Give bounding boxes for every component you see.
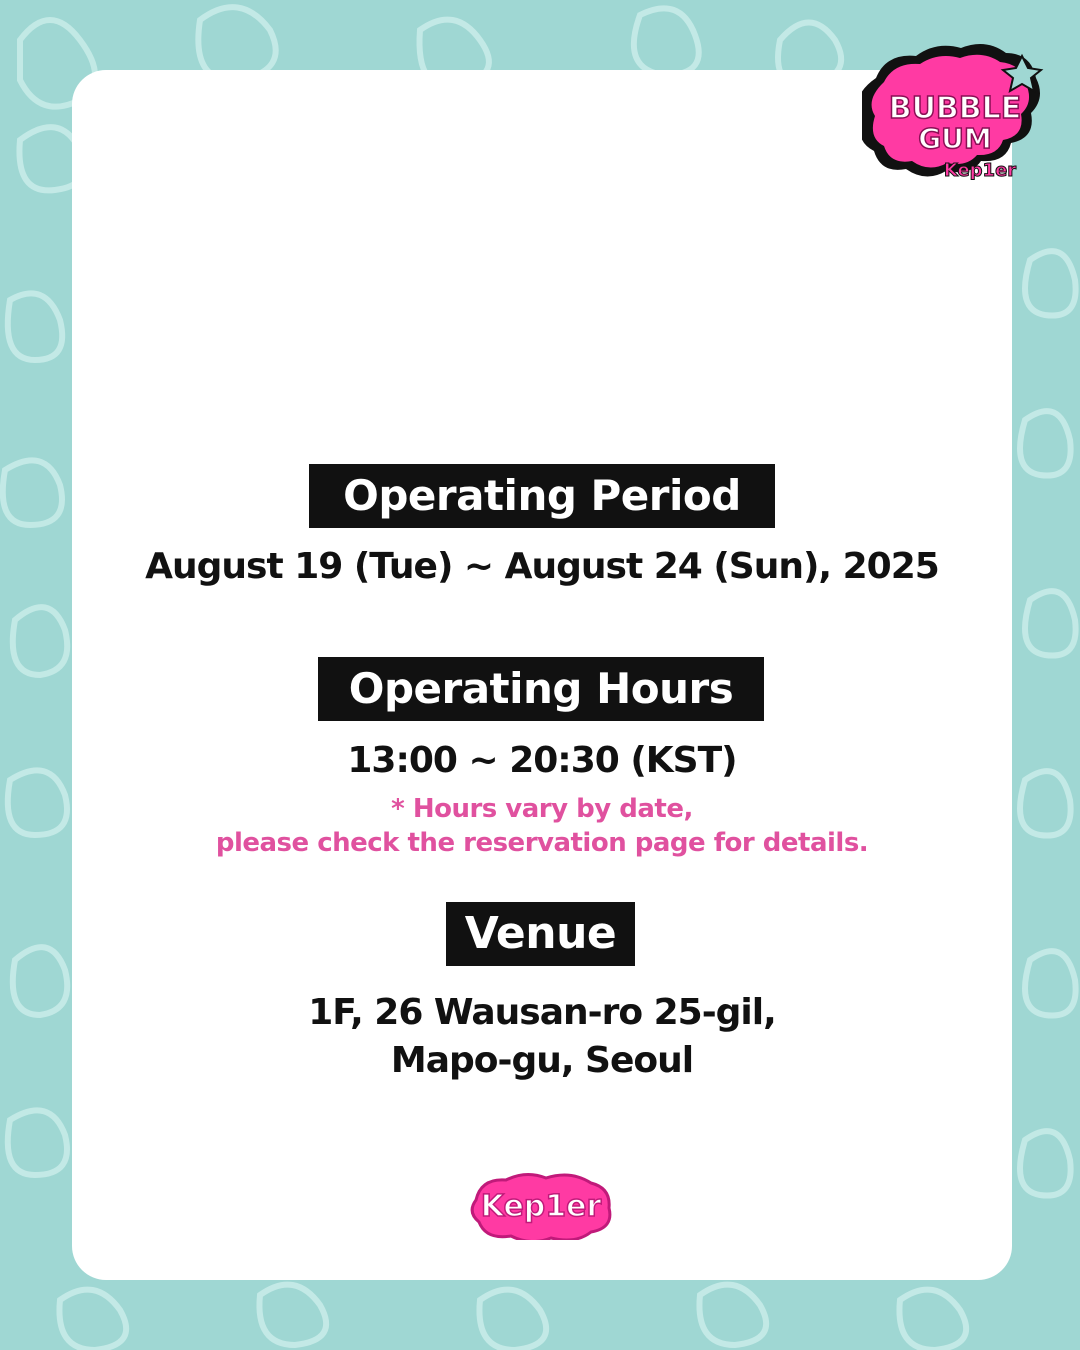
operating-period-value: August 19 (Tue) ~ August 24 (Sun), 2025 <box>145 546 939 587</box>
operating-hours-value: 13:00 ~ 20:30 (KST) <box>347 740 737 781</box>
operating-hours-label: Operating Hours <box>318 657 764 721</box>
kep1er-logo <box>466 1170 616 1240</box>
logo-top-text: BUBBLE <box>888 91 1022 126</box>
hours-note-line-2: please check the reservation page for details. <box>215 828 869 858</box>
venue-label: Venue <box>446 902 635 966</box>
operating-period-label: Operating Period <box>309 464 775 528</box>
hours-note-line-1: * Hours vary by date, <box>391 794 693 824</box>
venue-address-line-2: Mapo-gu, Seoul <box>390 1040 694 1081</box>
svg-text:GUM: GUM <box>918 122 992 155</box>
logo-bottom-text: Kep1er <box>480 1189 602 1224</box>
venue-address-line-1: 1F, 26 Wausan-ro 25-gil, <box>308 992 776 1033</box>
svg-text:Kep1er: Kep1er <box>943 160 1017 181</box>
bubble-gum-kep1er-logo <box>862 38 1048 188</box>
